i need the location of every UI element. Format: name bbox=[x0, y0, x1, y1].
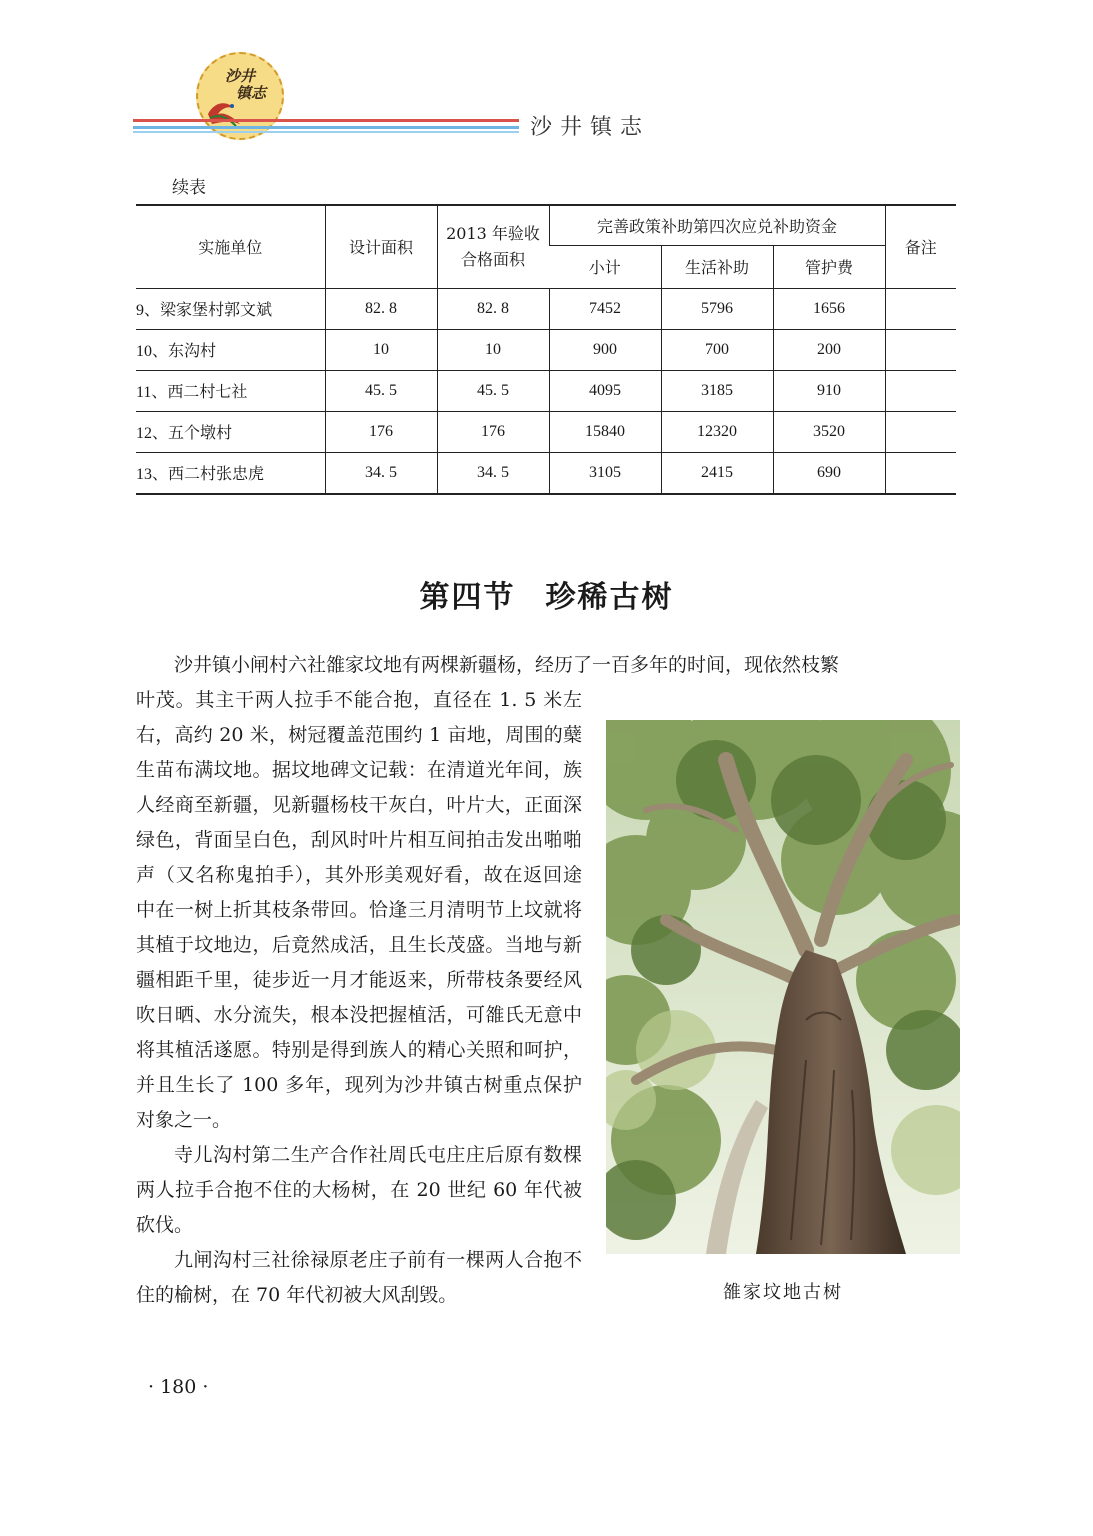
ancient-tree-photo bbox=[606, 720, 960, 1254]
cell-unit: 13、西二村张忠虎 bbox=[136, 452, 325, 494]
section-heading bbox=[0, 572, 1093, 616]
cell-management: 1656 bbox=[773, 288, 885, 329]
tree-illustration bbox=[606, 720, 960, 1254]
paragraph-1: 叶茂。其主干两人拉手不能合抱，直径在 1. 5 米左右，高约 20 米，树冠覆盖范围约 1 亩地，周围的蘖生苗布满坟地。据坟地碑文记载：在清道光年间，族人经商至新疆，见新疆杨枝干灰白，叶片大，正面深绿色，背面呈白色，刮风时叶片相互间拍击发出啪啪声（又名称鬼拍手），其外形美观好看，故在返回途中在一树上折其枝条带回。恰逢三月清明节上坟就将其植于坟地边，后竟然成活，且生长茂盛。当地与新疆相距千里，徒步近一月才能返来，所带枝条要经风吹日晒、水分流失，根本没把握植活，可雒氏无意中将其植活遂愿。特别是得到族人的精心关照和呵护，并且生长了 100 多年，现列为沙井镇古树重点保护对象之一。 bbox=[136, 689, 582, 1131]
cell-management: 910 bbox=[773, 370, 885, 411]
cell-design: 82. 8 bbox=[325, 288, 437, 329]
page-number: · 180 · bbox=[148, 1376, 209, 1398]
paragraph-1-first-line: 沙井镇小闸村六社雒家坟地有两棵新疆杨，经历了一百多年的时间，现依然枝繁 bbox=[174, 654, 840, 676]
table-row bbox=[136, 288, 956, 329]
cell-remark bbox=[885, 329, 956, 370]
header-rule-red bbox=[133, 119, 519, 122]
cell-design: 176 bbox=[325, 411, 437, 452]
table-caption: 续表 bbox=[172, 178, 206, 198]
header-subtotal: 小计 bbox=[549, 245, 661, 288]
body-column bbox=[136, 683, 582, 1313]
cell-living: 2415 bbox=[661, 452, 773, 494]
cell-living: 12320 bbox=[661, 411, 773, 452]
cell-design: 10 bbox=[325, 329, 437, 370]
cell-subtotal: 7452 bbox=[549, 288, 661, 329]
cell-living: 5796 bbox=[661, 288, 773, 329]
paragraph-3: 九闸沟村三社徐禄原老庄子前有一棵两人合抱不住的榆树，在 70 年代初被大风刮毁。 bbox=[136, 1249, 582, 1306]
header-rule-light-blue bbox=[133, 131, 519, 133]
table-row bbox=[136, 329, 956, 370]
cell-subtotal: 4095 bbox=[549, 370, 661, 411]
cell-accepted: 45. 5 bbox=[437, 370, 549, 411]
cell-accepted: 176 bbox=[437, 411, 549, 452]
header-living: 生活补助 bbox=[661, 245, 773, 288]
page-header bbox=[0, 0, 1093, 160]
cell-design: 45. 5 bbox=[325, 370, 437, 411]
header-rule-blue bbox=[133, 126, 519, 129]
header-accepted-area: 2013 年验收 合格面积 bbox=[437, 205, 549, 288]
header-management: 管护费 bbox=[773, 245, 885, 288]
cell-accepted: 34. 5 bbox=[437, 452, 549, 494]
cell-unit: 9、梁家堡村郭文斌 bbox=[136, 288, 325, 329]
table-row bbox=[136, 370, 956, 411]
header-subsidy-group: 完善政策补助第四次应兑补助资金 bbox=[549, 205, 885, 245]
cell-subtotal: 3105 bbox=[549, 452, 661, 494]
header-remark: 备注 bbox=[885, 205, 956, 288]
cell-unit: 12、五个墩村 bbox=[136, 411, 325, 452]
phoenix-icon bbox=[204, 94, 244, 130]
cell-accepted: 10 bbox=[437, 329, 549, 370]
cell-management: 690 bbox=[773, 452, 885, 494]
cell-subtotal: 900 bbox=[549, 329, 661, 370]
cell-remark bbox=[885, 411, 956, 452]
cell-design: 34. 5 bbox=[325, 452, 437, 494]
cell-remark bbox=[885, 288, 956, 329]
cell-unit: 10、东沟村 bbox=[136, 329, 325, 370]
header-unit: 实施单位 bbox=[136, 205, 325, 288]
photo-caption: 雒家坟地古树 bbox=[723, 1282, 843, 1303]
cell-management: 200 bbox=[773, 329, 885, 370]
paragraph-2: 寺儿沟村第二生产合作社周氏屯庄庄后原有数棵两人拉手合抱不住的大杨树，在 20 世纪 60 年代被砍伐。 bbox=[136, 1144, 582, 1236]
subsidy-table bbox=[136, 204, 956, 495]
table-row bbox=[136, 411, 956, 452]
section-name: 珍稀古树 bbox=[545, 580, 674, 615]
cell-accepted: 82. 8 bbox=[437, 288, 549, 329]
cell-living: 3185 bbox=[661, 370, 773, 411]
running-head-title: 沙井镇志 bbox=[530, 115, 651, 140]
section-number: 第四节 bbox=[419, 580, 516, 615]
cell-remark bbox=[885, 452, 956, 494]
cell-remark bbox=[885, 370, 956, 411]
cell-living: 700 bbox=[661, 329, 773, 370]
logo-text: 沙井 镇志 bbox=[224, 67, 266, 102]
cell-subtotal: 15840 bbox=[549, 411, 661, 452]
table-row bbox=[136, 452, 956, 494]
header-design-area: 设计面积 bbox=[325, 205, 437, 288]
cell-management: 3520 bbox=[773, 411, 885, 452]
cell-unit: 11、西二村七社 bbox=[136, 370, 325, 411]
